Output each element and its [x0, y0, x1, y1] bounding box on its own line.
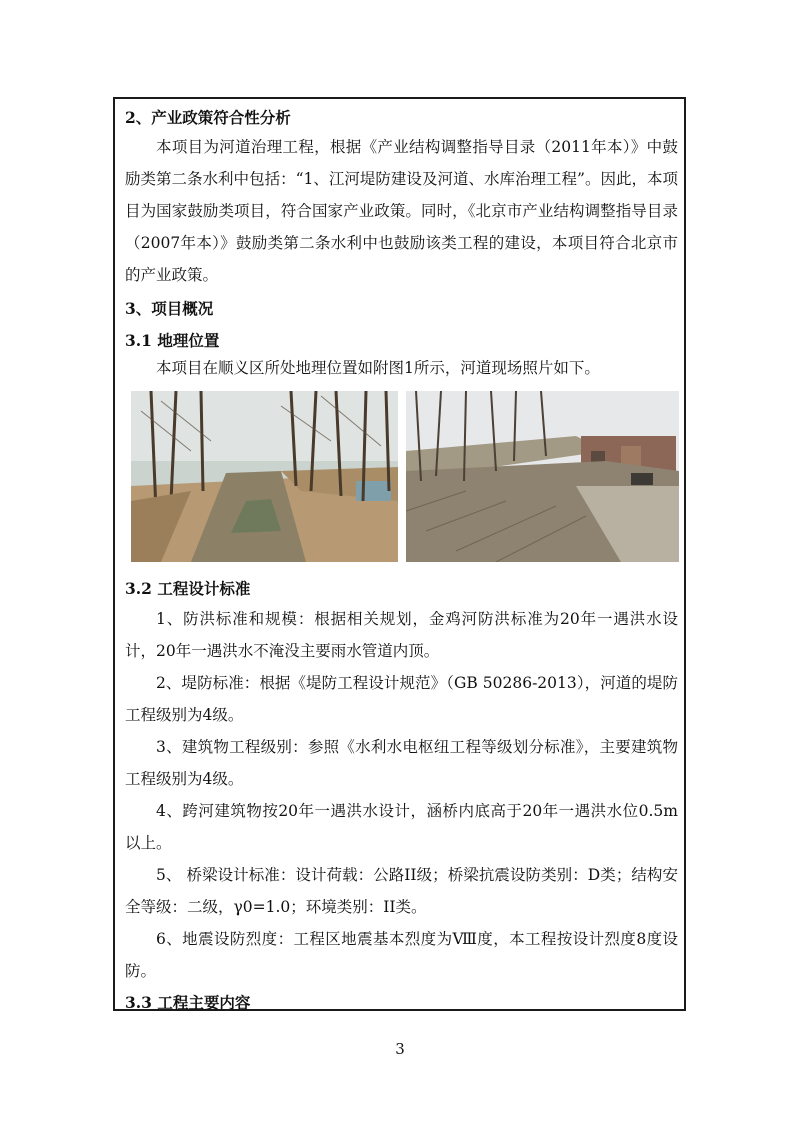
section-2-heading: 2、产业政策符合性分析: [125, 108, 291, 127]
standard-item-5: 5、 桥梁设计标准：设计荷载：公路II级；桥梁抗震设防类别：D类；结构安全等级：二级，γ0=1.0；环境类别：II类。: [125, 866, 678, 916]
standard-item-4: 4、跨河建筑物按20年一遇洪水设计，涵桥内底高于20年一遇洪水位0.5m以上。: [125, 802, 678, 852]
village-embankment-photo: [406, 391, 679, 562]
document-frame: [113, 97, 686, 1011]
section-2-paragraph: 本项目为河道治理工程，根据《产业结构调整指导目录（2011年本）》中鼓励类第二条水利中包括：“1、江河堤防建设及河道、水库治理工程”。因此，本项目为国家鼓励类项目，符合国家产业政策。同时，《北京市产业结构调整指导目录（2007年本）》鼓励类第二条水利中也鼓励该类工程的建设，本项目符合北京市的产业政策。: [125, 138, 678, 284]
page-number: 3: [395, 1040, 405, 1058]
standard-item-2: 2、堤防标准：根据《堤防工程设计规范》（GB 50286-2013），河道的堤防工程级别为4级。: [125, 674, 678, 724]
section-3-1-heading: 3.1 地理位置: [125, 331, 220, 350]
standard-item-1: 1、防洪标准和规模：根据相关规划，金鸡河防洪标准为20年一遇洪水设计，20年一遇洪水不淹没主要雨水管道内顶。: [125, 610, 678, 660]
section-3-3-heading: 3.3 工程主要内容: [125, 993, 251, 1012]
section-3-1-paragraph: 本项目在顺义区所处地理位置如附图1所示，河道现场照片如下。: [156, 359, 600, 377]
river-channel-photo: [131, 391, 398, 562]
section-3-heading: 3、项目概况: [125, 299, 214, 318]
section-3-2-heading: 3.2 工程设计标准: [125, 579, 251, 598]
standard-item-3: 3、建筑物工程级别：参照《水利水电枢纽工程等级划分标准》，主要建筑物工程级别为4级。: [125, 738, 678, 788]
standard-item-6: 6、地震设防烈度：工程区地震基本烈度为Ⅷ度，本工程按设计烈度8度设防。: [125, 930, 678, 980]
